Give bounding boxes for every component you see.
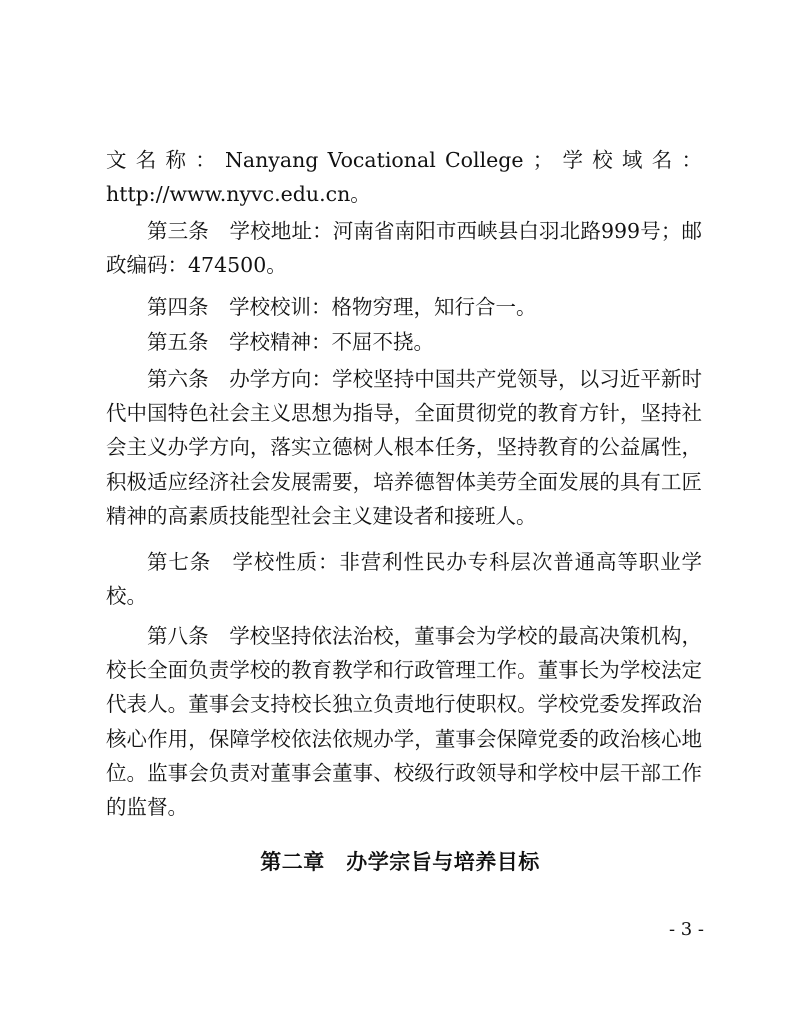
token: 域: [621, 148, 643, 172]
paragraph-continuation-line: [106, 143, 702, 177]
token: 名: [651, 148, 673, 172]
article-6-direction: 第六条 办学方向：学校坚持中国共产党领导，以习近平新时代中国特色社会主义思想为指导，全面贯彻党的教育方针，坚持社会主义办学方向，落实立德树人根本任务，坚持教育的公益属性，积极适应经济社会发展需要，培养德智体美劳全面发展的具有工匠精神的高素质技能型社会主义建设者和接班人。: [106, 367, 702, 528]
article-8-governance: 第八条 学校坚持依法治校，董事会为学校的最高决策机构，校长全面负责学校的教育教学和行政管理工作。董事长为学校法定代表人。董事会支持校长独立负责地行使职权。学校党委发挥政治核心作用，保障学校依法依规办学，董事会保障党委的政治核心地位。监事会负责对董事会董事、校级行政领导和学校中层干部工作的监督。: [106, 624, 702, 820]
chapter-heading: 第二章 办学宗旨与培养目标: [260, 850, 540, 874]
token: College: [445, 148, 524, 172]
token: ：: [195, 148, 216, 172]
token: 称: [165, 148, 186, 172]
page-number: - 3 -: [668, 919, 704, 940]
token: Nanyang: [224, 148, 319, 172]
article-4-motto: 第四条 学校校训：格物穷理，知行合一。: [147, 295, 537, 319]
token: 文: [106, 148, 127, 172]
article-7-nature: 第七条 学校性质：非营利性民办专科层次普通高等职业学校。: [106, 550, 702, 609]
token: ；: [532, 148, 554, 172]
token: 校: [592, 148, 613, 172]
token: 学: [562, 148, 583, 172]
token: ：: [681, 148, 702, 172]
token: Vocational: [327, 148, 436, 172]
article-3-address: 第三条 学校地址：河南省南阳市西峡县白羽北路999号；邮政编码：474500。: [106, 219, 702, 278]
article-5-spirit: 第五条 学校精神：不屈不挠。: [147, 330, 434, 354]
website-url-line: http://www.nyvc.edu.cn。: [106, 182, 371, 206]
token: 名: [135, 148, 157, 172]
